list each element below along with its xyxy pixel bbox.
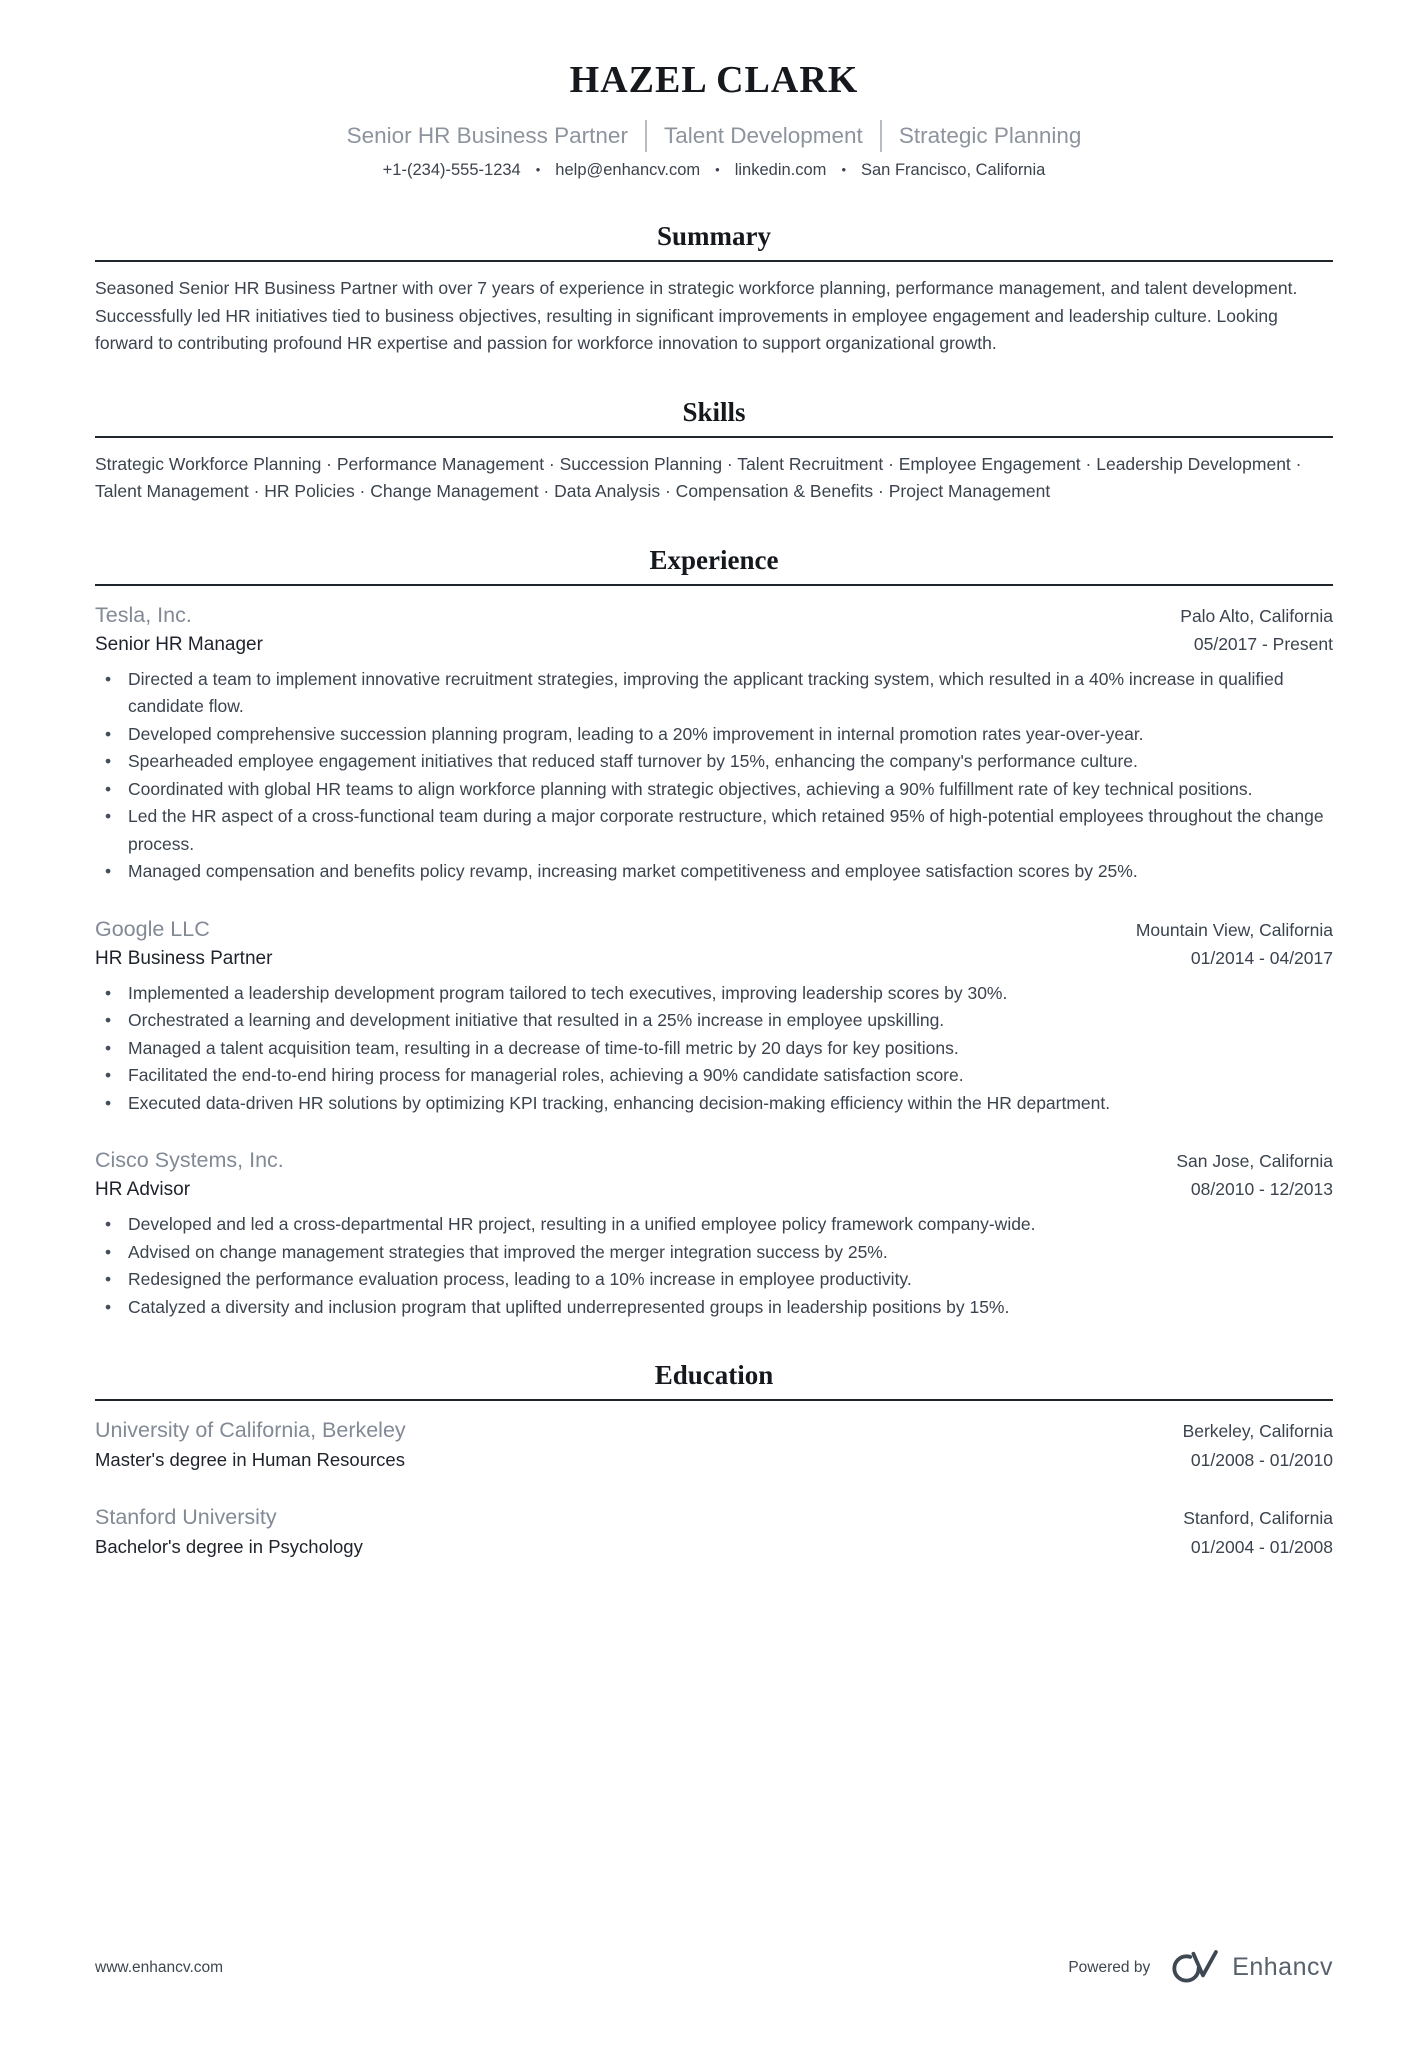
job-bullet: • Coordinated with global HR teams to align workforce planning with strategic objectives, achieving a 90% fulfillment rate of key technical positions. (95, 776, 1333, 804)
email-link[interactable]: • help@enhancv.com (521, 158, 700, 182)
company-location: San Jose, California (1176, 1151, 1333, 1171)
section-summary (95, 220, 1333, 358)
job-bullet: • Implemented a leadership development program tailored to tech executives, improving leadership scores by 30%. (95, 980, 1333, 1008)
degree-name: Master's degree in Human Resources (95, 1449, 405, 1470)
entry-header-row (95, 1145, 1333, 1176)
tagline-specialty-2: Strategic Planning (880, 120, 1082, 152)
section-skills (95, 396, 1333, 506)
education-heading: Education (654, 1360, 774, 1390)
section-divider (95, 260, 1333, 262)
contact-row (95, 158, 1333, 182)
linkedin-link[interactable]: • linkedin.com (700, 158, 826, 182)
page-footer (95, 1944, 1333, 1991)
job-title: Senior HR Manager (95, 633, 263, 655)
job-bullet: • Developed and led a cross-departmental HR project, resulting in a unified employee policy framework company-wide. (95, 1211, 1333, 1239)
entry-header-row (95, 1502, 1333, 1533)
job-bullet: • Facilitated the end-to-end hiring process for managerial roles, achieving a 90% candidate satisfaction score. (95, 1062, 1333, 1090)
entry-role-row (95, 631, 1333, 658)
tagline-role: Senior HR Business Partner (346, 123, 628, 148)
institution-name: University of California, Berkeley (95, 1418, 406, 1442)
job-bullet: • Redesigned the performance evaluation process, leading to a 10% increase in employee productivity. (95, 1266, 1333, 1294)
summary-text: Seasoned Senior HR Business Partner with over 7 years of experience in strategic workforce planning, performance management, and talent development. Successfully led HR initiatives tied to business objectives, resulting in significant improvements in employee engagement and leadership culture. Looking forward to contributing profound HR expertise and passion for workforce innovation to support organizational growth. (95, 278, 1298, 353)
experience-heading: Experience (649, 544, 779, 575)
job-bullet: • Developed comprehensive succession planning program, leading to a 20% improvement in internal promotion rates year-over-year. (95, 721, 1333, 749)
phone-number: +1-(234)-555-1234 (382, 161, 521, 179)
institution-location: Berkeley, California (1182, 1421, 1333, 1441)
resume-document (95, 58, 1333, 1561)
entry-header-row (95, 914, 1333, 945)
powered-by-label: Powered by (1068, 1958, 1151, 1976)
institution-location: Stanford, California (1183, 1508, 1333, 1528)
skills-list: Strategic Workforce Planning · Performance Management · Succession Planning · Talent Recruitment · Employee Engagement · Leadership Development · Talent Management · HR Policies · Change Management · Data Analysis · Compensation & Benefits · Project Management (95, 453, 1302, 501)
company-location: Palo Alto, California (1180, 605, 1333, 626)
tagline-specialty-1: Talent Development (645, 120, 863, 152)
job-bullet: • Catalyzed a diversity and inclusion program that uplifted underrepresented groups in leadership positions by 15%. (95, 1294, 1333, 1322)
section-divider (95, 1399, 1333, 1401)
job-title: HR Advisor (95, 1179, 191, 1200)
job-bullet: • Advised on change management strategies that improved the merger integration success by 25%. (95, 1239, 1333, 1267)
education-entry-berkeley (95, 1415, 1333, 1474)
location-text: • San Francisco, California (826, 158, 1045, 182)
entry-header-row (95, 600, 1333, 631)
site-url-link[interactable]: www.enhancv.com (95, 1958, 224, 1976)
job-bullet: • Managed compensation and benefits policy revamp, increasing market competitiveness and employee satisfaction scores by 25%. (95, 858, 1333, 886)
candidate-tagline (95, 120, 1333, 152)
job-title: HR Business Partner (95, 947, 273, 969)
job-bullet-list (95, 980, 1333, 1118)
institution-name: Stanford University (95, 1505, 277, 1529)
entry-degree-row (95, 1446, 1333, 1474)
company-name: Tesla, Inc. (95, 602, 192, 627)
job-bullet-list (95, 666, 1333, 886)
company-location: Mountain View, California (1135, 919, 1333, 940)
experience-entry-cisco (95, 1145, 1333, 1321)
entry-role-row (95, 1176, 1333, 1203)
company-name: Cisco Systems, Inc. (95, 1148, 284, 1172)
job-bullet: • Directed a team to implement innovative recruitment strategies, improving the applicant tracking system, which resulted in a 40% increase in qualified candidate flow. (95, 666, 1333, 721)
skills-heading: Skills (682, 396, 746, 427)
degree-dates: 01/2008 - 01/2010 (1190, 1450, 1333, 1470)
job-bullet: • Managed a talent acquisition team, resulting in a decrease of time-to-fill metric by 20 days for key positions. (95, 1035, 1333, 1063)
company-name: Google LLC (95, 916, 210, 941)
job-bullet: • Executed data-driven HR solutions by optimizing KPI tracking, enhancing decision-making efficiency within the HR department. (95, 1090, 1333, 1118)
section-divider (95, 436, 1333, 438)
summary-heading: Summary (657, 221, 771, 251)
job-bullet: • Orchestrated a learning and development initiative that resulted in a 25% increase in employee upskilling. (95, 1007, 1333, 1035)
entry-header-row (95, 1415, 1333, 1446)
powered-by-block (1068, 1944, 1333, 1991)
section-divider (95, 584, 1333, 586)
degree-name: Bachelor's degree in Psychology (95, 1536, 363, 1557)
experience-entry-google (95, 914, 1333, 1118)
section-experience (95, 544, 1333, 1322)
job-dates: 08/2010 - 12/2013 (1190, 1179, 1333, 1199)
job-dates: 01/2014 - 04/2017 (1190, 947, 1333, 968)
education-entry-stanford (95, 1502, 1333, 1561)
candidate-name: HAZEL CLARK (569, 59, 859, 101)
section-education (95, 1359, 1333, 1561)
job-bullet: • Led the HR aspect of a cross-functional team during a major corporate restructure, which retained 95% of high-potential employees throughout the change process. (95, 803, 1333, 858)
resume-header (95, 58, 1333, 182)
experience-entry-tesla (95, 600, 1333, 886)
entry-role-row (95, 945, 1333, 972)
degree-dates: 01/2004 - 01/2008 (1190, 1537, 1333, 1557)
job-bullet-list (95, 1211, 1333, 1321)
job-bullet: • Spearheaded employee engagement initiatives that reduced staff turnover by 15%, enhancing the company's performance culture. (95, 748, 1333, 776)
enhancv-logo-icon[interactable] (1170, 1944, 1222, 1991)
entry-degree-row (95, 1533, 1333, 1561)
brand-wordmark[interactable]: Enhancv (1232, 1953, 1333, 1981)
job-dates: 05/2017 - Present (1193, 633, 1333, 654)
